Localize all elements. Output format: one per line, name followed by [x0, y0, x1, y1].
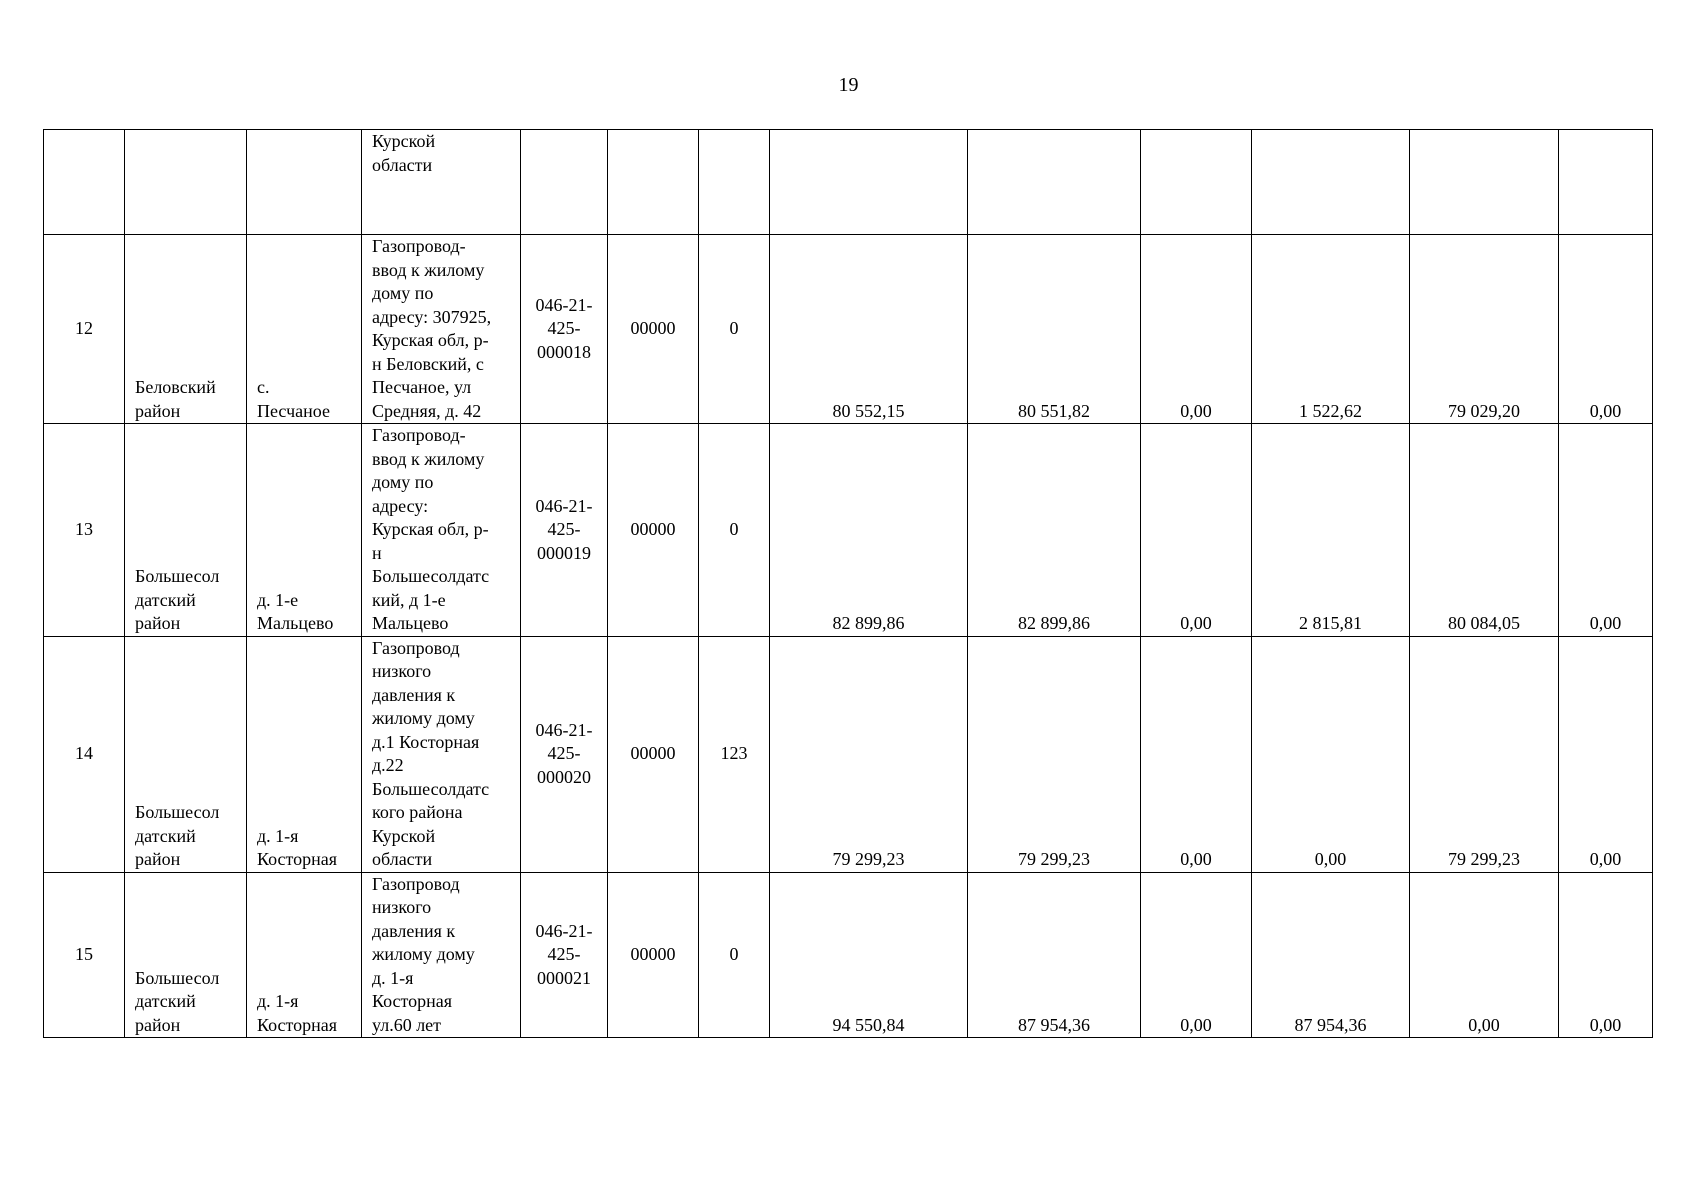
- cell-value-3: 0,00: [1141, 235, 1252, 424]
- page-number: 19: [838, 74, 859, 96]
- cell-object: Газопровод низкого давления к жилому дому д.1 Косторная д.22 Большесолдатс кого района Курской области: [362, 636, 521, 872]
- cell-no: 15: [44, 872, 125, 1038]
- cell-object: Газопровод- ввод к жилому дому по адресу: 307925, Курская обл, р- н Беловский, с Песчаное, ул Средняя, д. 42: [362, 235, 521, 424]
- cell-district: Большесол датский район: [125, 872, 247, 1038]
- cell-code: [608, 130, 699, 235]
- cell-inventory: 046-21- 425- 000018: [521, 235, 608, 424]
- cell-value-5: 79 029,20: [1410, 235, 1559, 424]
- table-row: [44, 424, 1653, 637]
- cell-length: 0: [699, 235, 770, 424]
- cell-value-3: 0,00: [1141, 872, 1252, 1038]
- cell-value-5: [1410, 130, 1559, 235]
- cell-district: Беловский район: [125, 235, 247, 424]
- cell-inventory: [521, 130, 608, 235]
- cell-no: [44, 130, 125, 235]
- cell-object: Газопровод- ввод к жилому дому по адресу: Курская обл, р- н Большесолдатс кий, д 1-е Мальцево: [362, 424, 521, 637]
- cell-value-6: 0,00: [1559, 235, 1653, 424]
- cell-value-3: 0,00: [1141, 636, 1252, 872]
- cell-value-5: 80 084,05: [1410, 424, 1559, 637]
- cell-inventory: 046-21- 425- 000021: [521, 872, 608, 1038]
- table-row-continued: [44, 130, 1653, 235]
- cell-settlement: д. 1-я Косторная: [247, 872, 362, 1038]
- cell-no: 14: [44, 636, 125, 872]
- cell-value-1: 94 550,84: [770, 872, 968, 1038]
- cell-value-2: 79 299,23: [968, 636, 1141, 872]
- cell-code: 00000: [608, 424, 699, 637]
- cell-code: 00000: [608, 235, 699, 424]
- table-row: [44, 872, 1653, 1038]
- cell-length: [699, 130, 770, 235]
- cell-length: 0: [699, 424, 770, 637]
- cell-value-6: 0,00: [1559, 424, 1653, 637]
- cell-settlement: [247, 130, 362, 235]
- cell-value-3: [1141, 130, 1252, 235]
- cell-settlement: д. 1-я Косторная: [247, 636, 362, 872]
- cell-no: 13: [44, 424, 125, 637]
- cell-settlement: с. Песчаное: [247, 235, 362, 424]
- cell-value-5: 0,00: [1410, 872, 1559, 1038]
- cell-code: 00000: [608, 872, 699, 1038]
- cell-inventory: 046-21- 425- 000019: [521, 424, 608, 637]
- cell-value-2: 82 899,86: [968, 424, 1141, 637]
- cell-value-4: 0,00: [1252, 636, 1410, 872]
- cell-value-6: 0,00: [1559, 872, 1653, 1038]
- cell-object: Курской области: [362, 130, 521, 235]
- cell-value-6: [1559, 130, 1653, 235]
- cell-no: 12: [44, 235, 125, 424]
- cell-value-1: 80 552,15: [770, 235, 968, 424]
- cell-value-4: 1 522,62: [1252, 235, 1410, 424]
- cell-district: Большесол датский район: [125, 636, 247, 872]
- cell-length: 123: [699, 636, 770, 872]
- table-row: [44, 235, 1653, 424]
- cell-value-1: 82 899,86: [770, 424, 968, 637]
- cell-value-2: 87 954,36: [968, 872, 1141, 1038]
- cell-value-5: 79 299,23: [1410, 636, 1559, 872]
- cell-value-6: 0,00: [1559, 636, 1653, 872]
- register-table: [43, 129, 1653, 1038]
- cell-value-1: [770, 130, 968, 235]
- cell-district: [125, 130, 247, 235]
- cell-length: 0: [699, 872, 770, 1038]
- cell-object: Газопровод низкого давления к жилому дому д. 1-я Косторная ул.60 лет: [362, 872, 521, 1038]
- cell-value-3: 0,00: [1141, 424, 1252, 637]
- cell-value-4: [1252, 130, 1410, 235]
- cell-district: Большесол датский район: [125, 424, 247, 637]
- cell-code: 00000: [608, 636, 699, 872]
- cell-value-1: 79 299,23: [770, 636, 968, 872]
- cell-value-2: 80 551,82: [968, 235, 1141, 424]
- cell-settlement: д. 1-е Мальцево: [247, 424, 362, 637]
- cell-value-2: [968, 130, 1141, 235]
- table-row: [44, 636, 1653, 872]
- cell-value-4: 2 815,81: [1252, 424, 1410, 637]
- cell-value-4: 87 954,36: [1252, 872, 1410, 1038]
- cell-inventory: 046-21- 425- 000020: [521, 636, 608, 872]
